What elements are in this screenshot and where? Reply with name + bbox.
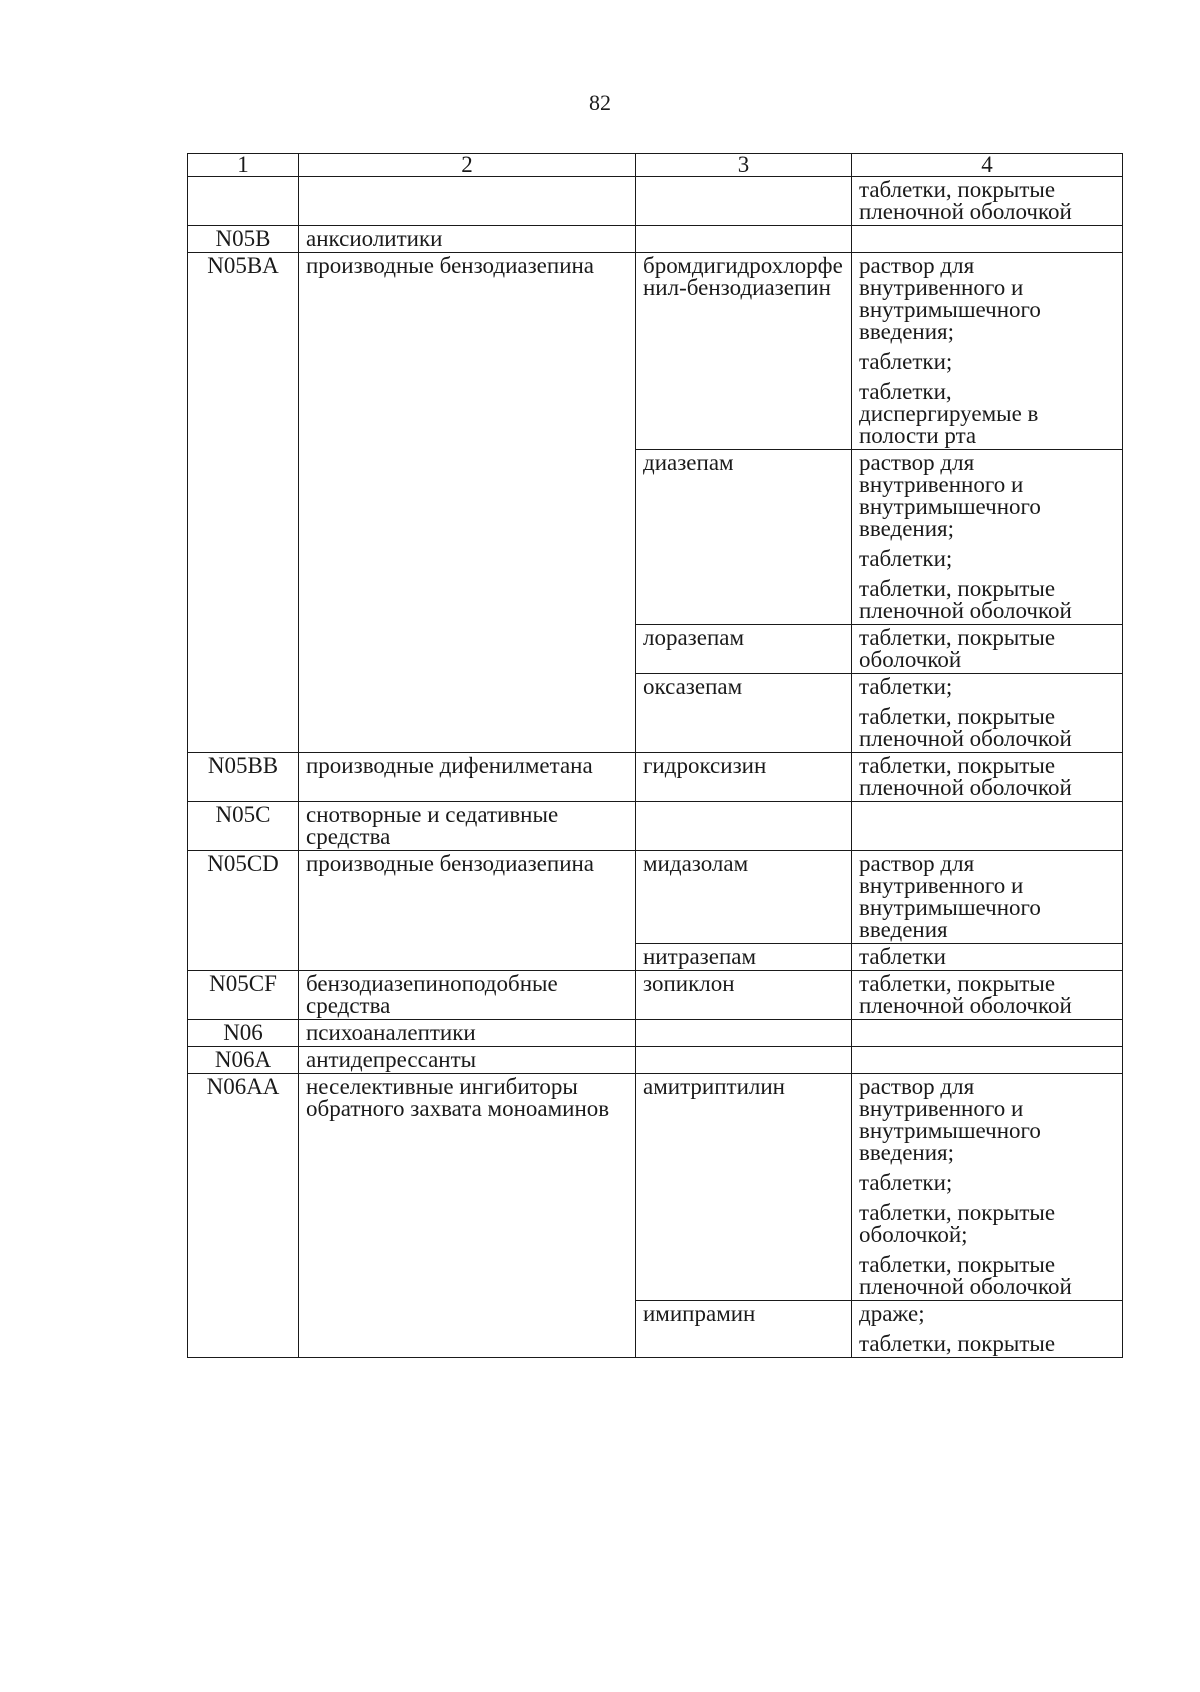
table-row — [188, 177, 1123, 226]
drug-name-cell: нитразепам — [636, 944, 852, 971]
atc-code-cell: N05B — [188, 226, 299, 253]
dosage-form: таблетки, покрытые пленочной оболочкой — [859, 753, 1072, 800]
dosage-form: драже; — [859, 1301, 925, 1326]
atc-code-cell: N06A — [188, 1047, 299, 1074]
atc-code-cell: N05CF — [188, 971, 299, 1020]
dosage-forms-cell — [852, 253, 1123, 450]
dosage-forms-cell — [852, 971, 1123, 1020]
dosage-form: таблетки; — [859, 349, 953, 374]
dosage-forms-cell — [852, 1047, 1123, 1074]
dosage-forms-cell — [852, 177, 1123, 226]
drug-table — [187, 153, 1123, 1358]
group-name-cell: психоаналептики — [299, 1020, 636, 1047]
group-name-cell: неселективные ингибиторы обратного захвата моноаминов — [299, 1074, 636, 1358]
dosage-forms-cell — [852, 802, 1123, 851]
dosage-forms-cell — [852, 450, 1123, 625]
dosage-form: раствор для внутривенного и внутримышечного введения; — [859, 450, 1041, 541]
group-name-cell: производные бензодиазепина — [299, 253, 636, 753]
group-name-cell: антидепрессанты — [299, 1047, 636, 1074]
atc-code-cell: N05BB — [188, 753, 299, 802]
dosage-forms-cell — [852, 1020, 1123, 1047]
dosage-forms-cell — [852, 851, 1123, 944]
drug-name-cell — [636, 177, 852, 226]
column-header: 4 — [852, 154, 1123, 177]
atc-code-cell — [188, 177, 299, 226]
group-name-cell: производные дифенилметана — [299, 753, 636, 802]
drug-name-cell — [636, 1047, 852, 1074]
dosage-form: таблетки, диспергируемые в полости рта — [859, 379, 1039, 448]
dosage-form: таблетки, покрытые оболочкой — [859, 625, 1056, 672]
dosage-forms-cell — [852, 753, 1123, 802]
atc-code-cell: N06 — [188, 1020, 299, 1047]
table-row — [188, 971, 1123, 1020]
dosage-form: таблетки, покрытые пленочной оболочкой — [859, 704, 1072, 751]
dosage-form: таблетки; — [859, 674, 953, 699]
table-row — [188, 802, 1123, 851]
dosage-form: таблетки, покрытые пленочной оболочкой — [859, 177, 1072, 224]
atc-code-cell: N06AA — [188, 1074, 299, 1358]
dosage-form: таблетки; — [859, 1170, 953, 1195]
column-header: 1 — [188, 154, 299, 177]
dosage-forms-cell — [852, 674, 1123, 753]
dosage-form: таблетки, покрытые пленочной оболочкой — [859, 971, 1072, 1018]
dosage-forms-cell — [852, 944, 1123, 971]
drug-name-cell: зопиклон — [636, 971, 852, 1020]
table-row — [188, 851, 1123, 944]
page-number: 82 — [589, 90, 611, 115]
group-name-cell: снотворные и седативные средства — [299, 802, 636, 851]
table-row — [188, 1020, 1123, 1047]
group-name-cell: производные бензодиазепина — [299, 851, 636, 971]
dosage-forms-cell — [852, 625, 1123, 674]
drug-name-cell: гидроксизин — [636, 753, 852, 802]
table-row — [188, 226, 1123, 253]
drug-name-cell — [636, 226, 852, 253]
atc-code-cell: N05BA — [188, 253, 299, 753]
table-row — [188, 1074, 1123, 1301]
atc-code-cell: N05CD — [188, 851, 299, 971]
dosage-form: раствор для внутривенного и внутримышечного введения; — [859, 1074, 1041, 1165]
column-header: 2 — [299, 154, 636, 177]
group-name-cell: анксиолитики — [299, 226, 636, 253]
column-header: 3 — [636, 154, 852, 177]
drug-name-cell — [636, 802, 852, 851]
dosage-form: таблетки, покрытые пленочной оболочкой — [859, 576, 1072, 623]
drug-name-cell — [636, 1020, 852, 1047]
dosage-form: таблетки; — [859, 546, 953, 571]
dosage-forms-cell — [852, 1301, 1123, 1358]
drug-name-cell: бромдигидрохлорфенил-бензодиазепин — [636, 253, 852, 450]
dosage-forms-cell — [852, 1074, 1123, 1301]
drug-name-cell: мидазолам — [636, 851, 852, 944]
drug-name-cell: диазепам — [636, 450, 852, 625]
drug-name-cell: лоразепам — [636, 625, 852, 674]
dosage-forms-cell — [852, 226, 1123, 253]
dosage-form: раствор для внутривенного и внутримышечного введения — [859, 851, 1041, 942]
dosage-form: таблетки, покрытые пленочной оболочкой — [859, 1252, 1072, 1299]
table-row — [188, 253, 1123, 450]
table-row — [188, 1047, 1123, 1074]
dosage-form: таблетки, покрытые оболочкой; — [859, 1200, 1056, 1247]
dosage-form: раствор для внутривенного и внутримышечного введения; — [859, 253, 1041, 344]
drug-name-cell: оксазепам — [636, 674, 852, 753]
group-name-cell: бензодиазепиноподобные средства — [299, 971, 636, 1020]
atc-code-cell: N05C — [188, 802, 299, 851]
group-name-cell — [299, 177, 636, 226]
column-header-row — [188, 154, 1123, 177]
dosage-form: таблетки, покрытые — [859, 1331, 1056, 1356]
drug-name-cell: имипрамин — [636, 1301, 852, 1358]
drug-name-cell: амитриптилин — [636, 1074, 852, 1301]
dosage-form: таблетки — [859, 944, 946, 969]
table-row — [188, 753, 1123, 802]
